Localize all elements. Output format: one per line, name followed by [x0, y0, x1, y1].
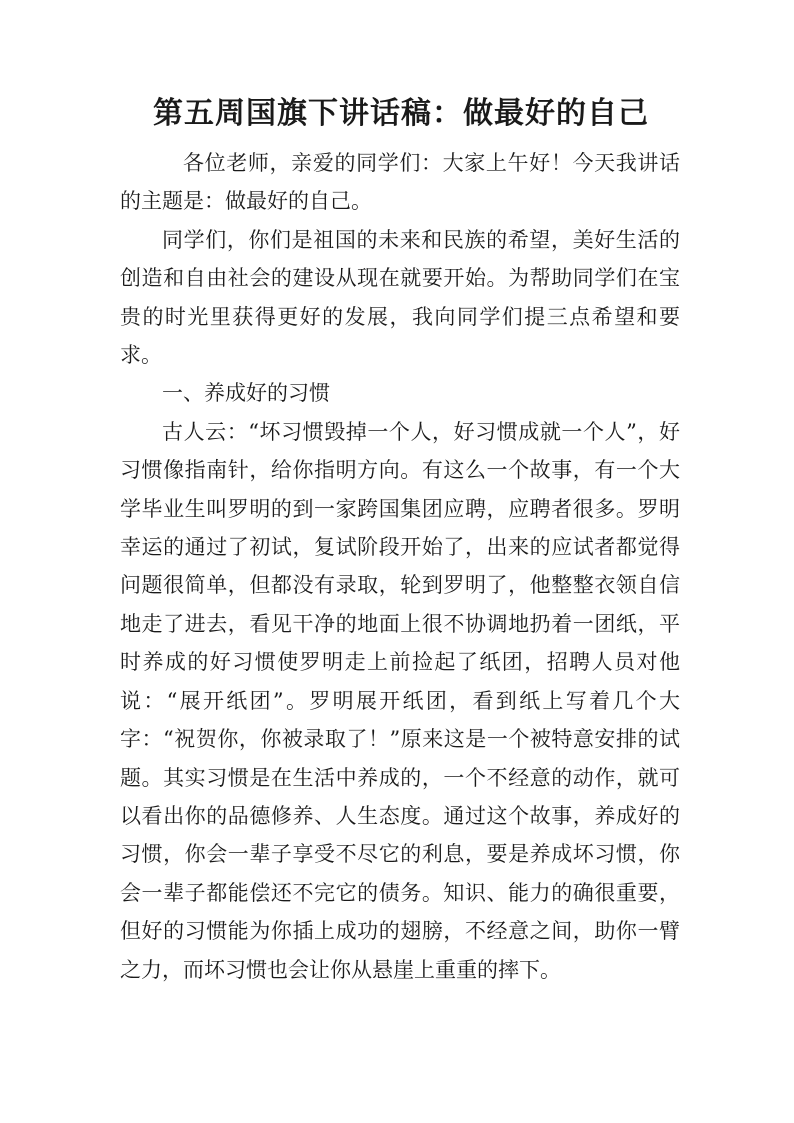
document-title: 第五周国旗下讲话稿：做最好的自己: [153, 96, 649, 131]
intro-paragraph: 同学们，你们是祖国的未来和民族的希望，美好生活的创造和自由社会的建设从现在就要开始。为帮助同学们在宝贵的时光里获得更好的发展，我向同学们提三点希望和要求。: [120, 227, 680, 368]
story-paragraph: 古人云：“坏习惯毁掉一个人，好习惯成就一个人”，好习惯像指南针，给你指明方向。有这么一个故事，有一个大学毕业生叫罗明的到一家跨国集团应聘，应聘者很多。罗明幸运的通过了初试，复试阶段开始了，出来的应试者都觉得问题很简单，但都没有录取，轮到罗明了，他整整衣领自信地走了进去，看见干净的地面上很不协调地扔着一团纸，平时养成的好习惯使罗明走上前捡起了纸团，招聘人员对他说：“展开纸团”。罗明展开纸团，看到纸上写着几个大字：“祝贺你，你被录取了！”原来这是一个被特意安排的试题。其实习惯是在生活中养成的，一个不经意的动作，就可以看出你的品德修养、人生态度。通过这个故事，养成好的习惯，你会一辈子享受不尽它的利息，要是养成坏习惯，你会一辈子都能偿还不完它的债务。知识、能力的确很重要，但好的习惯能为你插上成功的翅膀，不经意之间，助你一臂之力，而坏习惯也会让你从悬崖上重重的摔下。: [120, 419, 680, 982]
greeting-paragraph: 各位老师，亲爱的同学们：大家上午好！今天我讲话的主题是：做最好的自己。: [120, 151, 680, 214]
section-heading: 一、养成好的习惯: [162, 381, 330, 406]
document-page: [120, 92, 680, 989]
